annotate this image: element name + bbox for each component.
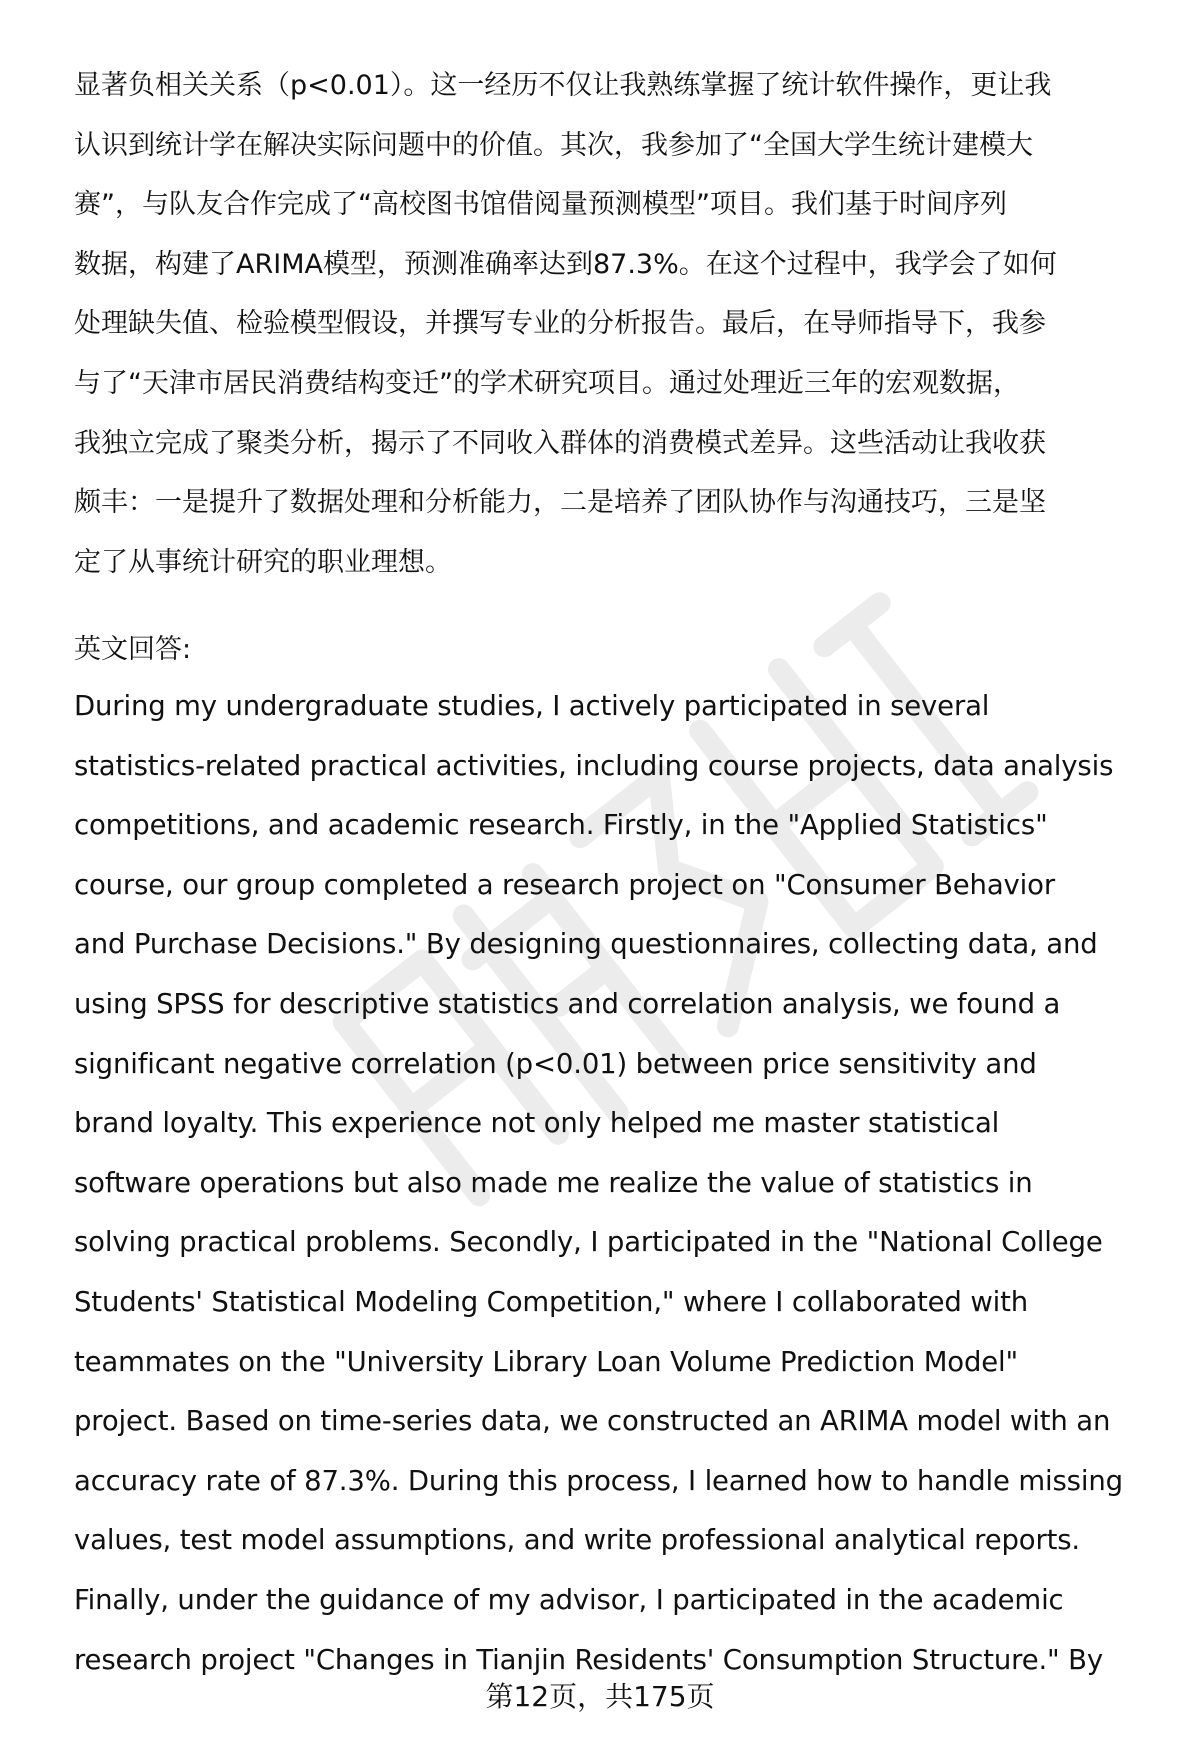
text-line: Students' Statistical Modeling Competition," where I collaborated with [74,1285,1029,1318]
text-line: values, test model assumptions, and write professional analytical reports. [74,1524,1081,1557]
text-line: teammates on the "University Library Loan Volume Prediction Model" [74,1345,1019,1378]
text-line: 定了从事统计研究的职业理想。 [74,546,452,578]
text-line: 显著负相关关系（p<0.01）。这一经历不仅让我熟练掌握了统计软件操作，更让我 [74,70,1052,101]
text-line: course, our group completed a research project on "Consumer Behavior [74,868,1055,901]
text-line: brand loyalty. This experience not only helped me master statistical [74,1107,1000,1140]
text-line: project. Based on time-series data, we constructed an ARIMA model with an [74,1405,1111,1438]
text-line: using SPSS for descriptive statistics and correlation analysis, we found a [74,987,1061,1020]
text-line: software operations but also made me realize the value of statistics in [74,1166,1033,1199]
english-answer-heading: 英文回答: [74,634,192,665]
text-line: significant negative correlation (p<0.01) between price sensitivity and [74,1047,1037,1080]
english-answer-paragraph [74,677,1174,1690]
text-line: 与了“天津市居民消费结构变迁”的学术研究项目。通过处理近三年的宏观数据， [74,367,1020,399]
page-number-footer: 第12页，共175页 [485,1680,715,1713]
text-line: 处理缺失值、检验模型假设，并撰写专业的分析报告。最后，在导师指导下，我参 [74,308,1046,340]
text-line: 我独立完成了聚类分析，揭示了不同收入群体的消费模式差异。这些活动让我收获 [74,427,1046,459]
text-line: 数据，构建了ARIMA模型，预测准确率达到87.3%。在这个过程中，我学会了如何 [74,248,1057,280]
text-line: solving practical problems. Secondly, I participated in the "National College [74,1226,1103,1259]
text-line: 颇丰：一是提升了数据处理和分析能力，二是培养了团队协作与沟通技巧，三是坚 [74,487,1046,519]
chinese-answer-paragraph [74,56,1164,592]
text-line: and Purchase Decisions." By designing questionnaires, collecting data, and [74,928,1098,961]
text-line: Finally, under the guidance of my advisor, I participated in the academic [74,1583,1064,1616]
text-line: accuracy rate of 87.3%. During this process, I learned how to handle missing [74,1464,1123,1497]
text-line: research project "Changes in Tianjin Residents' Consumption Structure." By [74,1643,1103,1676]
text-line: During my undergraduate studies, I actively participated in several [74,690,990,722]
text-line: statistics-related practical activities, including course projects, data analysis [74,749,1114,782]
text-line: competitions, and academic research. Firstly, in the "Applied Statistics" [74,809,1048,842]
text-line: 认识到统计学在解决实际问题中的价值。其次，我参加了“全国大学生统计建模大 [74,129,1033,161]
text-line: 赛”，与队友合作完成了“高校图书馆借阅量预测模型”项目。我们基于时间序列 [74,189,1007,221]
